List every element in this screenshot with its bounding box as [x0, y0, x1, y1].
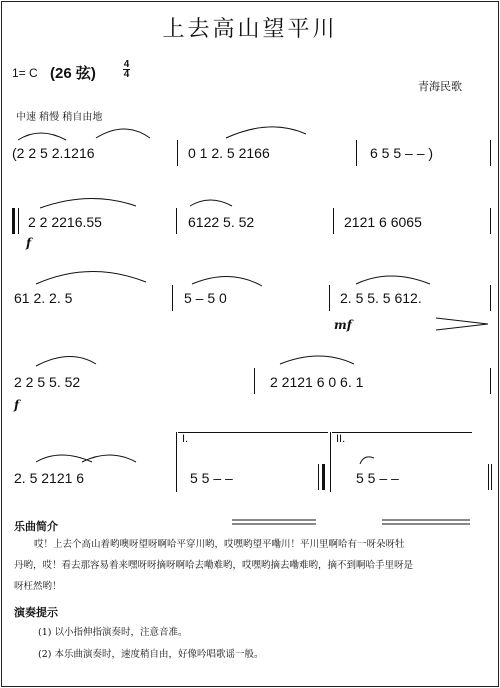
score-row-4-measure-1: 2 2 5 5. 52 [14, 374, 81, 390]
score-row-2-measure-1: 2 2 2216.55 [28, 214, 102, 230]
score-row-2-measure-2: 6122 5. 52 [188, 214, 255, 230]
tips-heading: 演奏提示 [14, 606, 58, 619]
score-row-3-measure-2: 5 – 5 0 [184, 290, 227, 306]
string-tuning: (26 弦) [50, 65, 96, 82]
score-row-1-measure-1: (2 2 5 2.1216 [12, 145, 95, 161]
dynamic-marking: f [14, 398, 20, 412]
meter-bottom: 4 [123, 69, 130, 80]
score-row-3-measure-3: 2. 5 5. 5 612. [340, 290, 422, 306]
tip-1: (1) 以小指伸指演奏时，注意音准。 [38, 627, 188, 638]
score-row-1-measure-3: 6 5 5 – – ) [370, 145, 434, 161]
tempo-marking: 中速 稍慢 稍自由地 [16, 112, 103, 123]
song-title: 上去高山望平川 [162, 17, 338, 42]
song-source: 青海民歌 [418, 80, 462, 93]
volta-1-label: I. [182, 433, 189, 445]
score-row-5-measure-1: 2. 5 2121 6 [14, 470, 85, 486]
score-row-4-measure-2: 2 2121 6 0 6. 1 [270, 374, 364, 390]
score-row-1-measure-2: 0 1 2. 5 2166 [188, 145, 270, 161]
meter-top: 4 [123, 59, 130, 70]
intro-line-3: 呀枉然哟！ [14, 581, 62, 592]
score-row-5-measure-3: 5 5 – – [356, 470, 399, 486]
intro-line-2: 丹哟，哎！看去那容易着来嘿呀呀摘呀啊哈去嘞难哟，哎嘿哟摘去嘞难哟，摘不到啊哈手里呀是 [14, 560, 414, 571]
score-row-5-measure-2: 5 5 – – [190, 470, 233, 486]
key-signature: 1= C [12, 66, 38, 80]
dynamic-marking: mf [334, 318, 352, 332]
volta-2-label: II. [336, 433, 346, 445]
score-row-3-measure-1: 61 2. 2. 5 [14, 290, 73, 306]
score-row-2-measure-3: 2121 6 6065 [344, 214, 422, 230]
intro-heading: 乐曲简介 [14, 520, 58, 533]
intro-line-1: 哎！上去个高山着哟噢呀望呀啊哈平穿川哟，哎嘿哟望平嘞川！平川里啊哈有一呀朵呀牡 [34, 539, 405, 550]
tip-2: (2) 本乐曲演奏时，速度稍自由，好像吟唱歌谣一般。 [38, 649, 264, 660]
dynamic-marking: f [26, 236, 32, 250]
